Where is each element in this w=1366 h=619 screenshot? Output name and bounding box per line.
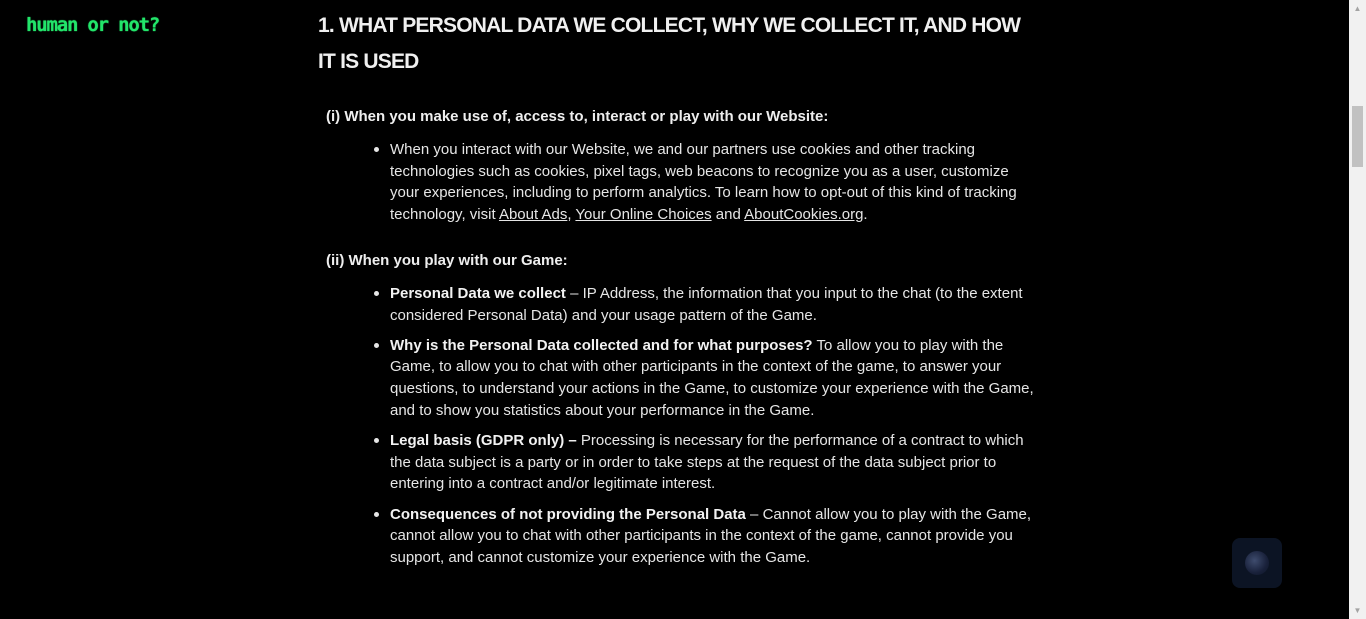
chat-widget-button[interactable] [1232,538,1282,588]
list-item [390,430,1035,495]
list-item [390,504,1035,569]
item-label: Consequences of not providing the Personal Data [390,505,746,523]
list-item [390,139,1035,226]
website-list [318,139,1038,226]
scroll-down-icon[interactable]: ▼ [1353,606,1362,615]
list-item [390,335,1035,422]
privacy-policy-content [318,8,1038,577]
item-label: Personal Data we collect [390,284,566,302]
game-subheading: (ii) When you play with our Game: [326,251,568,269]
separator: and [711,206,745,224]
chat-orb-icon [1245,551,1269,575]
about-cookies-link[interactable]: AboutCookies.org [744,206,864,224]
item-label: Legal basis (GDPR only) – [390,432,577,450]
online-choices-link[interactable]: Your Online Choices [575,206,712,224]
item-text: Processing is necessary for the performance of a contract to which the data subject is a party or in order to take steps at the request of the data subject prior to entering into a contract and/or legitimate interest. [390,432,1024,493]
list-item [390,283,1035,326]
scroll-up-icon[interactable]: ▲ [1353,4,1362,13]
scrollbar[interactable] [1349,0,1366,619]
sentence-end: . [863,206,868,224]
logo[interactable]: human or not? [26,14,160,36]
item-text: When you interact with our Website, we and our partners use cookies and other tracking technologies such as cookies, pixel tags, web beacons to recognize you as a user, customize your experiences, including to perform analytics. To learn how to opt-out of this kind of tracking technology, visit [390,141,1017,224]
separator: , [567,206,576,224]
section-title: 1. WHAT PERSONAL DATA WE COLLECT, WHY WE COLLECT IT, AND HOW IT IS USED [318,14,1021,73]
item-label: Why is the Personal Data collected and for what purposes? [390,336,813,354]
item-text: – IP Address, the information that you input to the chat (to the extent considered Personal Data) and your usage pattern of the Game. [390,284,1023,324]
item-text: To allow you to play with the Game, to allow you to chat with other participants in the context of the game, to answer your questions, to understand your actions in the Game, to customize your experience with the Game, and to show you statistics about your performance in the Game. [390,336,1034,419]
game-list [318,283,1038,569]
about-ads-link[interactable]: About Ads [498,206,568,224]
scrollbar-thumb[interactable] [1352,106,1363,167]
item-text: – Cannot allow you to play with the Game, cannot allow you to chat with other participants in the context of the game, cannot provide you support, and cannot customize your experience with the Game. [390,505,1032,567]
website-subheading: (i) When you make use of, access to, interact or play with our Website: [326,108,829,125]
